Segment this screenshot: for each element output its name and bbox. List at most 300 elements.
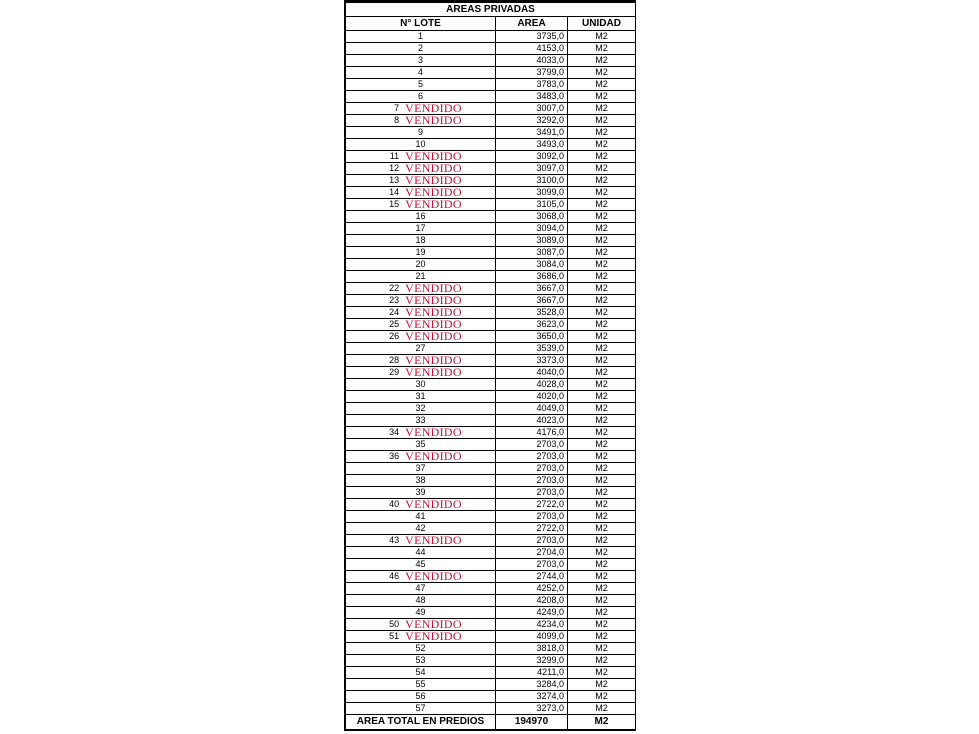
lote-number: 6	[417, 91, 423, 101]
area-cell: 3667,0	[496, 295, 568, 307]
lote-cell	[346, 67, 496, 79]
lote-cell	[346, 295, 496, 307]
sold-stamp: VENDIDO	[405, 102, 462, 115]
unit-cell: M2	[568, 403, 636, 415]
table-row	[346, 415, 636, 427]
area-cell: 2722,0	[496, 523, 568, 535]
area-cell: 3087,0	[496, 247, 568, 259]
table-row	[346, 187, 636, 199]
lote-number: 44	[415, 547, 426, 557]
area-cell: 3818,0	[496, 643, 568, 655]
unit-cell: M2	[568, 79, 636, 91]
unit-cell: M2	[568, 187, 636, 199]
sold-stamp: VENDIDO	[405, 114, 462, 127]
sold-stamp: VENDIDO	[405, 318, 462, 331]
area-cell: 3299,0	[496, 655, 568, 667]
table-row	[346, 151, 636, 163]
lote-cell	[346, 355, 496, 367]
lote-cell	[346, 451, 496, 463]
area-cell: 2703,0	[496, 451, 568, 463]
sold-stamp: VENDIDO	[405, 618, 462, 631]
unit-cell: M2	[568, 679, 636, 691]
lote-number: 53	[415, 655, 426, 665]
lote-cell	[346, 619, 496, 631]
area-cell: 3373,0	[496, 355, 568, 367]
lote-number: 10	[415, 139, 426, 149]
lote-cell	[346, 331, 496, 343]
lote-cell	[346, 595, 496, 607]
table-row	[346, 367, 636, 379]
table-row	[346, 451, 636, 463]
unit-cell: M2	[568, 259, 636, 271]
table-row	[346, 91, 636, 103]
lote-cell	[346, 511, 496, 523]
lote-number: 48	[415, 595, 426, 605]
table-row	[346, 283, 636, 295]
unit-cell: M2	[568, 391, 636, 403]
unit-cell: M2	[568, 655, 636, 667]
unit-cell: M2	[568, 331, 636, 343]
area-cell: 2703,0	[496, 535, 568, 547]
area-cell: 3493,0	[496, 139, 568, 151]
table-row	[346, 619, 636, 631]
sold-stamp: VENDIDO	[405, 150, 462, 163]
lote-number: 22	[389, 283, 400, 293]
lote-number: 19	[415, 247, 426, 257]
table-row	[346, 487, 636, 499]
area-cell: 3623,0	[496, 319, 568, 331]
lote-number: 23	[389, 295, 400, 305]
area-cell: 3528,0	[496, 307, 568, 319]
lote-cell	[346, 559, 496, 571]
unit-cell: M2	[568, 571, 636, 583]
table-row	[346, 163, 636, 175]
unit-cell: M2	[568, 703, 636, 715]
lote-number: 54	[415, 667, 426, 677]
area-cell: 3274,0	[496, 691, 568, 703]
unit-cell: M2	[568, 631, 636, 643]
area-cell: 3491,0	[496, 127, 568, 139]
lote-number: 32	[415, 403, 426, 413]
unit-cell: M2	[568, 295, 636, 307]
area-cell: 4023,0	[496, 415, 568, 427]
area-cell: 2703,0	[496, 511, 568, 523]
unit-cell: M2	[568, 499, 636, 511]
area-cell: 4252,0	[496, 583, 568, 595]
lote-cell	[346, 307, 496, 319]
lote-cell	[346, 535, 496, 547]
lote-number: 46	[389, 571, 400, 581]
header-area: AREA	[496, 17, 568, 31]
table-row	[346, 643, 636, 655]
lote-cell	[346, 319, 496, 331]
unit-cell: M2	[568, 283, 636, 295]
lote-number: 43	[389, 535, 400, 545]
lote-cell	[346, 367, 496, 379]
table-row	[346, 235, 636, 247]
lote-number: 49	[415, 607, 426, 617]
table-row	[346, 175, 636, 187]
area-cell: 4234,0	[496, 619, 568, 631]
area-cell: 3105,0	[496, 199, 568, 211]
unit-cell: M2	[568, 463, 636, 475]
table-row	[346, 79, 636, 91]
area-cell: 3097,0	[496, 163, 568, 175]
sold-stamp: VENDIDO	[405, 282, 462, 295]
table-row	[346, 655, 636, 667]
table-row	[346, 607, 636, 619]
unit-cell: M2	[568, 103, 636, 115]
lote-number: 28	[389, 355, 400, 365]
lote-number: 51	[389, 631, 400, 641]
unit-cell: M2	[568, 487, 636, 499]
lote-cell	[346, 439, 496, 451]
table-row	[346, 559, 636, 571]
lote-number: 3	[417, 55, 423, 65]
table-row	[346, 259, 636, 271]
area-cell: 3667,0	[496, 283, 568, 295]
lote-cell	[346, 151, 496, 163]
lote-number: 39	[415, 487, 426, 497]
table-row	[346, 199, 636, 211]
lote-number: 45	[415, 559, 426, 569]
lote-number: 5	[417, 79, 423, 89]
unit-cell: M2	[568, 523, 636, 535]
unit-cell: M2	[568, 163, 636, 175]
lote-cell	[346, 187, 496, 199]
unit-cell: M2	[568, 475, 636, 487]
area-cell: 3483,0	[496, 91, 568, 103]
total-unit: M2	[568, 715, 636, 730]
table-row	[346, 139, 636, 151]
table-row	[346, 319, 636, 331]
lote-cell	[346, 523, 496, 535]
lote-number: 20	[415, 259, 426, 269]
lote-number: 47	[415, 583, 426, 593]
lote-cell	[346, 547, 496, 559]
lote-cell	[346, 103, 496, 115]
table-row	[346, 343, 636, 355]
table-row	[346, 631, 636, 643]
sold-stamp: VENDIDO	[405, 174, 462, 187]
area-cell: 3100,0	[496, 175, 568, 187]
unit-cell: M2	[568, 31, 636, 43]
unit-cell: M2	[568, 223, 636, 235]
table-row	[346, 271, 636, 283]
unit-cell: M2	[568, 427, 636, 439]
lote-cell	[346, 127, 496, 139]
areas-table-sheet	[344, 0, 636, 731]
lote-cell	[346, 79, 496, 91]
sold-stamp: VENDIDO	[405, 330, 462, 343]
sold-stamp: VENDIDO	[405, 450, 462, 463]
lote-number: 40	[389, 499, 400, 509]
area-cell: 3799,0	[496, 67, 568, 79]
lote-cell	[346, 487, 496, 499]
table-row	[346, 43, 636, 55]
table-title: AREAS PRIVADAS	[346, 3, 636, 17]
table-row	[346, 535, 636, 547]
area-cell: 4208,0	[496, 595, 568, 607]
area-cell: 3539,0	[496, 343, 568, 355]
area-cell: 3650,0	[496, 331, 568, 343]
table-row	[346, 439, 636, 451]
table-row	[346, 115, 636, 127]
unit-cell: M2	[568, 343, 636, 355]
area-cell: 3084,0	[496, 259, 568, 271]
unit-cell: M2	[568, 367, 636, 379]
total-label: AREA TOTAL EN PREDIOS	[346, 715, 496, 730]
unit-cell: M2	[568, 547, 636, 559]
lote-cell	[346, 499, 496, 511]
table-row	[346, 331, 636, 343]
table-row	[346, 379, 636, 391]
lote-number: 56	[415, 691, 426, 701]
area-cell: 3284,0	[496, 679, 568, 691]
total-row	[346, 715, 636, 730]
unit-cell: M2	[568, 175, 636, 187]
lote-number: 26	[389, 331, 400, 341]
unit-cell: M2	[568, 271, 636, 283]
table-row	[346, 595, 636, 607]
lote-cell	[346, 643, 496, 655]
unit-cell: M2	[568, 583, 636, 595]
lote-number: 15	[389, 199, 400, 209]
area-cell: 3273,0	[496, 703, 568, 715]
area-cell: 4099,0	[496, 631, 568, 643]
unit-cell: M2	[568, 619, 636, 631]
table-row	[346, 667, 636, 679]
lote-cell	[346, 703, 496, 715]
area-cell: 2703,0	[496, 439, 568, 451]
header-lote: N° LOTE	[346, 17, 496, 31]
lote-number: 21	[415, 271, 426, 281]
lote-number: 11	[389, 151, 400, 161]
lote-number: 18	[415, 235, 426, 245]
unit-cell: M2	[568, 607, 636, 619]
lote-cell	[346, 259, 496, 271]
lote-number: 37	[415, 463, 426, 473]
table-body	[346, 31, 636, 715]
table-row	[346, 247, 636, 259]
table-row	[346, 523, 636, 535]
area-cell: 4176,0	[496, 427, 568, 439]
unit-cell: M2	[568, 55, 636, 67]
lote-cell	[346, 463, 496, 475]
lote-number: 1	[417, 31, 423, 41]
sold-stamp: VENDIDO	[405, 306, 462, 319]
unit-cell: M2	[568, 211, 636, 223]
table-row	[346, 307, 636, 319]
lote-cell	[346, 607, 496, 619]
lote-cell	[346, 139, 496, 151]
lote-cell	[346, 31, 496, 43]
unit-cell: M2	[568, 319, 636, 331]
unit-cell: M2	[568, 451, 636, 463]
lote-cell	[346, 631, 496, 643]
lote-number: 31	[415, 391, 426, 401]
unit-cell: M2	[568, 667, 636, 679]
sold-stamp: VENDIDO	[405, 366, 462, 379]
area-cell: 2703,0	[496, 475, 568, 487]
lote-number: 33	[415, 415, 426, 425]
area-cell: 2722,0	[496, 499, 568, 511]
table-row	[346, 475, 636, 487]
area-cell: 3092,0	[496, 151, 568, 163]
lote-cell	[346, 175, 496, 187]
lote-number: 52	[415, 643, 426, 653]
area-cell: 3007,0	[496, 103, 568, 115]
table-row	[346, 583, 636, 595]
unit-cell: M2	[568, 439, 636, 451]
lote-cell	[346, 271, 496, 283]
area-cell: 3068,0	[496, 211, 568, 223]
unit-cell: M2	[568, 535, 636, 547]
sold-stamp: VENDIDO	[405, 162, 462, 175]
area-cell: 3292,0	[496, 115, 568, 127]
area-cell: 2703,0	[496, 559, 568, 571]
lote-number: 14	[389, 187, 400, 197]
area-cell: 3735,0	[496, 31, 568, 43]
area-cell: 3783,0	[496, 79, 568, 91]
lote-number: 29	[389, 367, 400, 377]
unit-cell: M2	[568, 43, 636, 55]
lote-cell	[346, 211, 496, 223]
lote-number: 27	[415, 343, 426, 353]
table-row	[346, 127, 636, 139]
lote-cell	[346, 583, 496, 595]
area-cell: 4033,0	[496, 55, 568, 67]
lote-number: 36	[389, 451, 400, 461]
lote-cell	[346, 115, 496, 127]
unit-cell: M2	[568, 643, 636, 655]
unit-cell: M2	[568, 595, 636, 607]
lote-number: 42	[415, 523, 426, 533]
sold-stamp: VENDIDO	[405, 498, 462, 511]
area-cell: 4153,0	[496, 43, 568, 55]
unit-cell: M2	[568, 199, 636, 211]
unit-cell: M2	[568, 415, 636, 427]
table-row	[346, 463, 636, 475]
lote-number: 24	[389, 307, 400, 317]
unit-cell: M2	[568, 559, 636, 571]
area-cell: 3094,0	[496, 223, 568, 235]
area-cell: 4049,0	[496, 403, 568, 415]
lote-cell	[346, 247, 496, 259]
table-row	[346, 103, 636, 115]
area-cell: 2703,0	[496, 487, 568, 499]
unit-cell: M2	[568, 379, 636, 391]
unit-cell: M2	[568, 355, 636, 367]
area-cell: 4040,0	[496, 367, 568, 379]
lote-cell	[346, 43, 496, 55]
table-row	[346, 703, 636, 715]
table-row	[346, 355, 636, 367]
table-row	[346, 571, 636, 583]
table-row	[346, 31, 636, 43]
unit-cell: M2	[568, 511, 636, 523]
area-cell: 4211,0	[496, 667, 568, 679]
table-row	[346, 295, 636, 307]
lote-number: 30	[415, 379, 426, 389]
table-row	[346, 403, 636, 415]
sold-stamp: VENDIDO	[405, 570, 462, 583]
lote-cell	[346, 55, 496, 67]
unit-cell: M2	[568, 139, 636, 151]
lote-number: 17	[415, 223, 426, 233]
lote-cell	[346, 91, 496, 103]
table-row	[346, 679, 636, 691]
lote-cell	[346, 223, 496, 235]
lote-number: 16	[415, 211, 426, 221]
header-unidad: UNIDAD	[568, 17, 636, 31]
sold-stamp: VENDIDO	[405, 186, 462, 199]
lote-number: 38	[415, 475, 426, 485]
lote-cell	[346, 391, 496, 403]
unit-cell: M2	[568, 67, 636, 79]
area-cell: 4020,0	[496, 391, 568, 403]
lote-cell	[346, 427, 496, 439]
area-cell: 4028,0	[496, 379, 568, 391]
area-cell: 2744,0	[496, 571, 568, 583]
unit-cell: M2	[568, 235, 636, 247]
lote-number: 55	[415, 679, 426, 689]
area-cell: 3089,0	[496, 235, 568, 247]
area-cell: 3099,0	[496, 187, 568, 199]
lote-cell	[346, 655, 496, 667]
table-row	[346, 427, 636, 439]
table-row	[346, 691, 636, 703]
lote-cell	[346, 691, 496, 703]
table-row	[346, 67, 636, 79]
lote-cell	[346, 343, 496, 355]
areas-table	[345, 2, 636, 730]
lote-number: 25	[389, 319, 400, 329]
lote-number: 7	[394, 103, 400, 113]
lote-cell	[346, 235, 496, 247]
lote-cell	[346, 163, 496, 175]
lote-number: 4	[417, 67, 423, 77]
lote-number: 2	[417, 43, 423, 53]
sold-stamp: VENDIDO	[405, 426, 462, 439]
lote-cell	[346, 667, 496, 679]
table-row	[346, 511, 636, 523]
lote-cell	[346, 679, 496, 691]
lote-cell	[346, 403, 496, 415]
lote-number: 57	[415, 703, 426, 713]
lote-number: 41	[415, 511, 426, 521]
lote-cell	[346, 379, 496, 391]
sold-stamp: VENDIDO	[405, 354, 462, 367]
unit-cell: M2	[568, 151, 636, 163]
table-row	[346, 499, 636, 511]
area-cell: 2704,0	[496, 547, 568, 559]
unit-cell: M2	[568, 127, 636, 139]
area-cell: 3686,0	[496, 271, 568, 283]
unit-cell: M2	[568, 115, 636, 127]
lote-cell	[346, 283, 496, 295]
lote-cell	[346, 475, 496, 487]
lote-cell	[346, 199, 496, 211]
sold-stamp: VENDIDO	[405, 198, 462, 211]
lote-number: 13	[389, 175, 400, 185]
table-row	[346, 211, 636, 223]
table-row	[346, 223, 636, 235]
lote-number: 35	[415, 439, 426, 449]
table-row	[346, 391, 636, 403]
table-row	[346, 547, 636, 559]
lote-number: 34	[389, 427, 400, 437]
